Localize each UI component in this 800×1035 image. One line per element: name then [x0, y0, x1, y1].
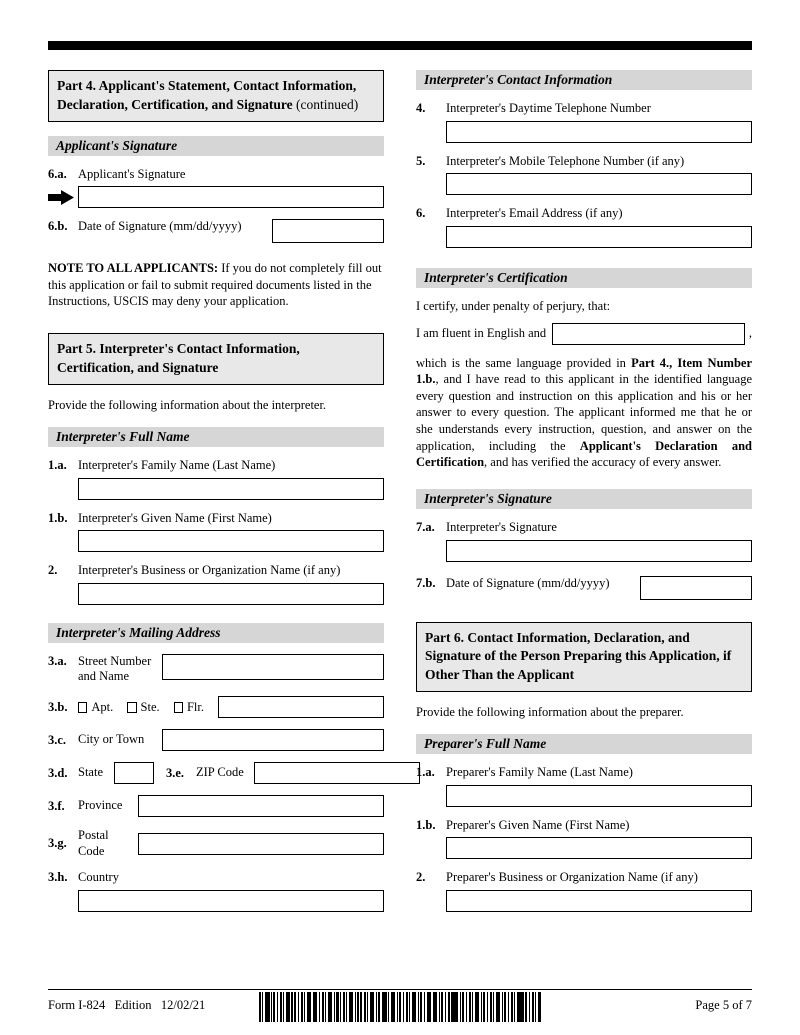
interpreter-zip-input[interactable]: [254, 762, 420, 784]
barcode: [259, 992, 541, 1022]
part4-title-suffix: (continued): [292, 96, 359, 112]
part6-header: [416, 622, 752, 693]
field-3g-label: Postal Code: [78, 828, 109, 858]
interpreter-unit-number-input[interactable]: [218, 696, 384, 718]
applicants-signature-header: Applicant's Signature: [48, 136, 384, 156]
field-6a: [48, 167, 384, 183]
interpreter-certification-header: Interpreter's Certification: [416, 268, 752, 288]
field-2: [48, 563, 384, 579]
apt-checkbox[interactable]: [78, 702, 87, 713]
field-7a-label: Interpreter's Signature: [446, 519, 557, 534]
preparer-given-name-input[interactable]: [446, 837, 752, 859]
field-3g-number: 3.g.: [48, 836, 67, 851]
interpreter-date-of-signature-input[interactable]: [640, 576, 752, 600]
preparer-full-name-header: Preparer's Full Name: [416, 734, 752, 754]
field-3g: [48, 828, 384, 859]
ste-label: Ste.: [140, 699, 160, 714]
ste-checkbox[interactable]: [127, 702, 136, 713]
field-1b: [48, 511, 384, 527]
interpreter-mobile-phone-input[interactable]: [446, 173, 752, 195]
field-6: [416, 206, 752, 222]
certification-intro: I certify, under penalty of perjury, that:: [416, 298, 611, 313]
field-3d-label: State: [78, 765, 103, 780]
field-3a-number: 3.a.: [48, 653, 67, 668]
fluent-row: [416, 323, 752, 345]
interpreter-contact-info-header: Interpreter's Contact Information: [416, 70, 752, 90]
field-1a-label: Interpreter's Family Name (Last Name): [78, 457, 276, 472]
interpreter-signature-header: Interpreter's Signature: [416, 489, 752, 509]
cert-text-2: , and I have read to this applicant in the identified language every question and instruction on this application and his or her answer to every question. The applicant informed me that he or she understands every instruction, question, and answer on the application, including the: [416, 372, 752, 453]
part4-title: Part 4. Applicant's Statement, Contact Information, Declaration, Certification, and Signature: [57, 78, 357, 112]
arrow-right-icon: [48, 189, 78, 206]
field-6a-label: Applicant's Signature: [78, 166, 186, 181]
right-column: [416, 70, 752, 912]
field-7b-label: Date of Signature (mm/dd/yyyy): [446, 575, 610, 590]
apt-label: Apt.: [91, 699, 114, 714]
preparer-family-name-input[interactable]: [446, 785, 752, 807]
field-1b-number: 1.b.: [48, 510, 68, 525]
field-p1b-number: 1.b.: [416, 817, 436, 832]
field-p1a: [416, 765, 752, 781]
field-3e-number: 3.e.: [166, 765, 185, 780]
interpreter-state-input[interactable]: [114, 762, 154, 784]
field-5-label: Interpreter's Mobile Telephone Number (if any): [446, 153, 685, 168]
part5-header: [48, 333, 384, 385]
field-3e-label: ZIP Code: [196, 765, 244, 780]
form-edition-label: Form I-824 Edition 12/02/21: [48, 998, 206, 1012]
field-7b: [416, 576, 752, 600]
field-2-number: 2.: [48, 563, 58, 578]
field-3h-label: Country: [78, 870, 119, 885]
field-p1b-label: Preparer's Given Name (First Name): [446, 817, 630, 832]
interpreter-family-name-input[interactable]: [78, 478, 384, 500]
interpreter-email-input[interactable]: [446, 226, 752, 248]
fluent-comma: ,: [748, 326, 752, 340]
part5-intro: Provide the following information about the interpreter.: [48, 397, 327, 412]
field-4: [416, 101, 752, 117]
field-p1a-number: 1.a.: [416, 765, 435, 780]
field-3d-number: 3.d.: [48, 765, 68, 780]
note-label: NOTE TO ALL APPLICANTS:: [48, 261, 219, 276]
field-1b-label: Interpreter's Given Name (First Name): [78, 510, 272, 525]
field-p2-number: 2.: [416, 870, 426, 885]
page-number-label: Page 5 of 7: [695, 998, 752, 1012]
field-3b: [48, 696, 384, 718]
cert-text-1: which is the same language provided in: [416, 355, 632, 370]
field-3b-number: 3.b.: [48, 699, 68, 714]
applicant-signature-input[interactable]: [78, 186, 384, 208]
form-columns: [48, 70, 752, 912]
field-6a-number: 6.a.: [48, 166, 67, 181]
field-3c-label: City or Town: [78, 732, 145, 747]
field-7a-number: 7.a.: [416, 519, 435, 534]
field-p2-label: Preparer's Business or Organization Name (if any): [446, 870, 698, 885]
field-5: [416, 154, 752, 170]
top-black-rule: [48, 41, 752, 50]
field-6-number: 6.: [416, 206, 426, 221]
flr-label: Flr.: [186, 699, 204, 714]
field-6b: [48, 219, 384, 243]
field-6-label: Interpreter's Email Address (if any): [446, 206, 623, 221]
interpreter-mailing-address-header: Interpreter's Mailing Address: [48, 623, 384, 643]
applicant-signature-row: [48, 186, 384, 208]
flr-checkbox[interactable]: [174, 702, 183, 713]
field-3h: [48, 870, 384, 886]
interpreter-city-input[interactable]: [162, 729, 384, 751]
field-7b-number: 7.b.: [416, 575, 436, 590]
field-5-number: 5.: [416, 153, 426, 168]
interpreter-given-name-input[interactable]: [78, 530, 384, 552]
field-3h-number: 3.h.: [48, 870, 68, 885]
part4-header: [48, 70, 384, 122]
field-p1b: [416, 818, 752, 834]
interpreter-language-input[interactable]: [552, 323, 745, 345]
note-to-applicants: [48, 260, 384, 309]
field-3f-label: Province: [78, 798, 123, 813]
field-1a-number: 1.a.: [48, 457, 67, 472]
field-4-number: 4.: [416, 101, 426, 115]
cert-bold-1: Part 4., Item Number 1.b.: [416, 355, 752, 387]
left-column: [48, 70, 384, 912]
certification-paragraph: [416, 355, 752, 471]
field-3a: [48, 654, 384, 685]
field-3f: [48, 795, 384, 817]
preparer-business-name-input[interactable]: [446, 890, 752, 912]
field-2-label: Interpreter's Business or Organization Name (if any): [78, 563, 341, 578]
field-1a: [48, 458, 384, 474]
applicant-date-of-signature-input[interactable]: [272, 219, 384, 243]
field-p1a-label: Preparer's Family Name (Last Name): [446, 765, 633, 780]
interpreter-daytime-phone-input[interactable]: [446, 121, 752, 143]
part6-intro: Provide the following information about the preparer.: [416, 705, 684, 720]
fluent-text: I am fluent in English and: [416, 326, 547, 340]
interpreter-business-name-input[interactable]: [78, 583, 384, 605]
interpreter-signature-input[interactable]: [446, 540, 752, 562]
field-3d-3e: [48, 762, 384, 784]
interpreter-full-name-header: Interpreter's Full Name: [48, 427, 384, 447]
field-4-label: Interpreter's Daytime Telephone Number: [446, 101, 651, 115]
interpreter-country-input[interactable]: [78, 890, 384, 912]
interpreter-province-input[interactable]: [138, 795, 384, 817]
field-3c-number: 3.c.: [48, 732, 67, 747]
cert-bold-2: Applicant's Declaration and Certification: [416, 438, 752, 470]
field-7a: [416, 520, 752, 536]
page-footer: [48, 989, 752, 1013]
note-text: If you do not completely fill out this application or fail to submit required documents listed in the Instructions, USCIS may deny your application.: [48, 261, 382, 308]
field-p2: [416, 870, 752, 886]
field-3f-number: 3.f.: [48, 798, 65, 813]
cert-text-3: , and has verified the accuracy of every answer.: [484, 455, 722, 470]
interpreter-postal-code-input[interactable]: [138, 833, 384, 855]
interpreter-street-input[interactable]: [162, 654, 384, 680]
field-3a-label: Street Number and Name: [78, 653, 152, 684]
field-6b-number: 6.b.: [48, 219, 68, 234]
part5-title: Part 5. Interpreter's Contact Information, Certification, and Signature: [57, 341, 300, 376]
field-6b-label: Date of Signature (mm/dd/yyyy): [78, 219, 242, 234]
field-3c: [48, 729, 384, 751]
part6-title: Part 6. Contact Information, Declaration, and Signature of the Person Preparing this Application, if Other Than the Applicant: [425, 629, 732, 683]
